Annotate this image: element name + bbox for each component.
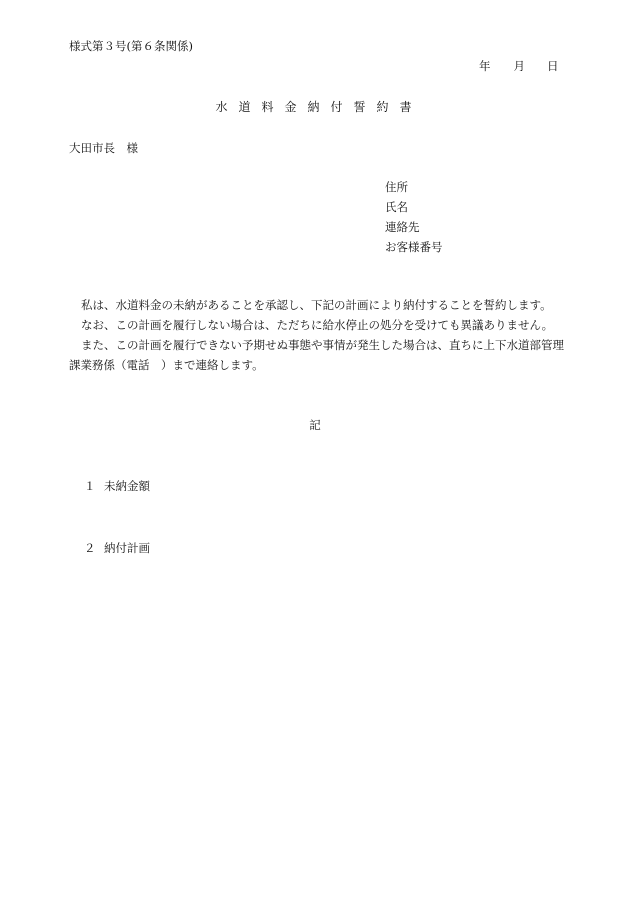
applicant-name-label: 氏名 [385, 200, 408, 214]
item-label: 未納金額 [104, 479, 150, 493]
pledge-body [69, 295, 569, 375]
date-month-label: 月 [513, 59, 525, 73]
item-number: ２ [84, 541, 96, 555]
addressee: 大田市長 様 [69, 141, 138, 155]
applicant-customer-number-label: お客様番号 [385, 240, 443, 254]
item-number: １ [84, 479, 96, 493]
applicant-fields [385, 177, 443, 257]
item-payment-plan [84, 540, 150, 556]
document-title: 水道料金納付誓約書 [215, 100, 423, 114]
date-line [479, 58, 559, 74]
item-unpaid-amount [84, 478, 150, 494]
form-number: 様式第３号(第６条関係) [69, 39, 193, 53]
ki-heading: 記 [309, 418, 321, 432]
date-year-label: 年 [479, 59, 491, 73]
pledge-paragraph: なお、この計画を履行しない場合は、ただちに給水停止の処分を受けても異議ありません。 [81, 318, 554, 332]
item-label: 納付計画 [104, 541, 150, 555]
pledge-paragraph: また、この計画を履行できない予期せぬ事態や事情が発生した場合は、直ちに上下水道部管理課業務係（電話 ）まで連絡します。 [69, 338, 564, 372]
applicant-contact-label: 連絡先 [385, 220, 420, 234]
pledge-paragraph: 私は、水道料金の未納があることを承認し、下記の計画により納付することを誓約します。 [81, 298, 552, 312]
date-day-label: 日 [547, 59, 559, 73]
applicant-address-label: 住所 [385, 180, 408, 194]
